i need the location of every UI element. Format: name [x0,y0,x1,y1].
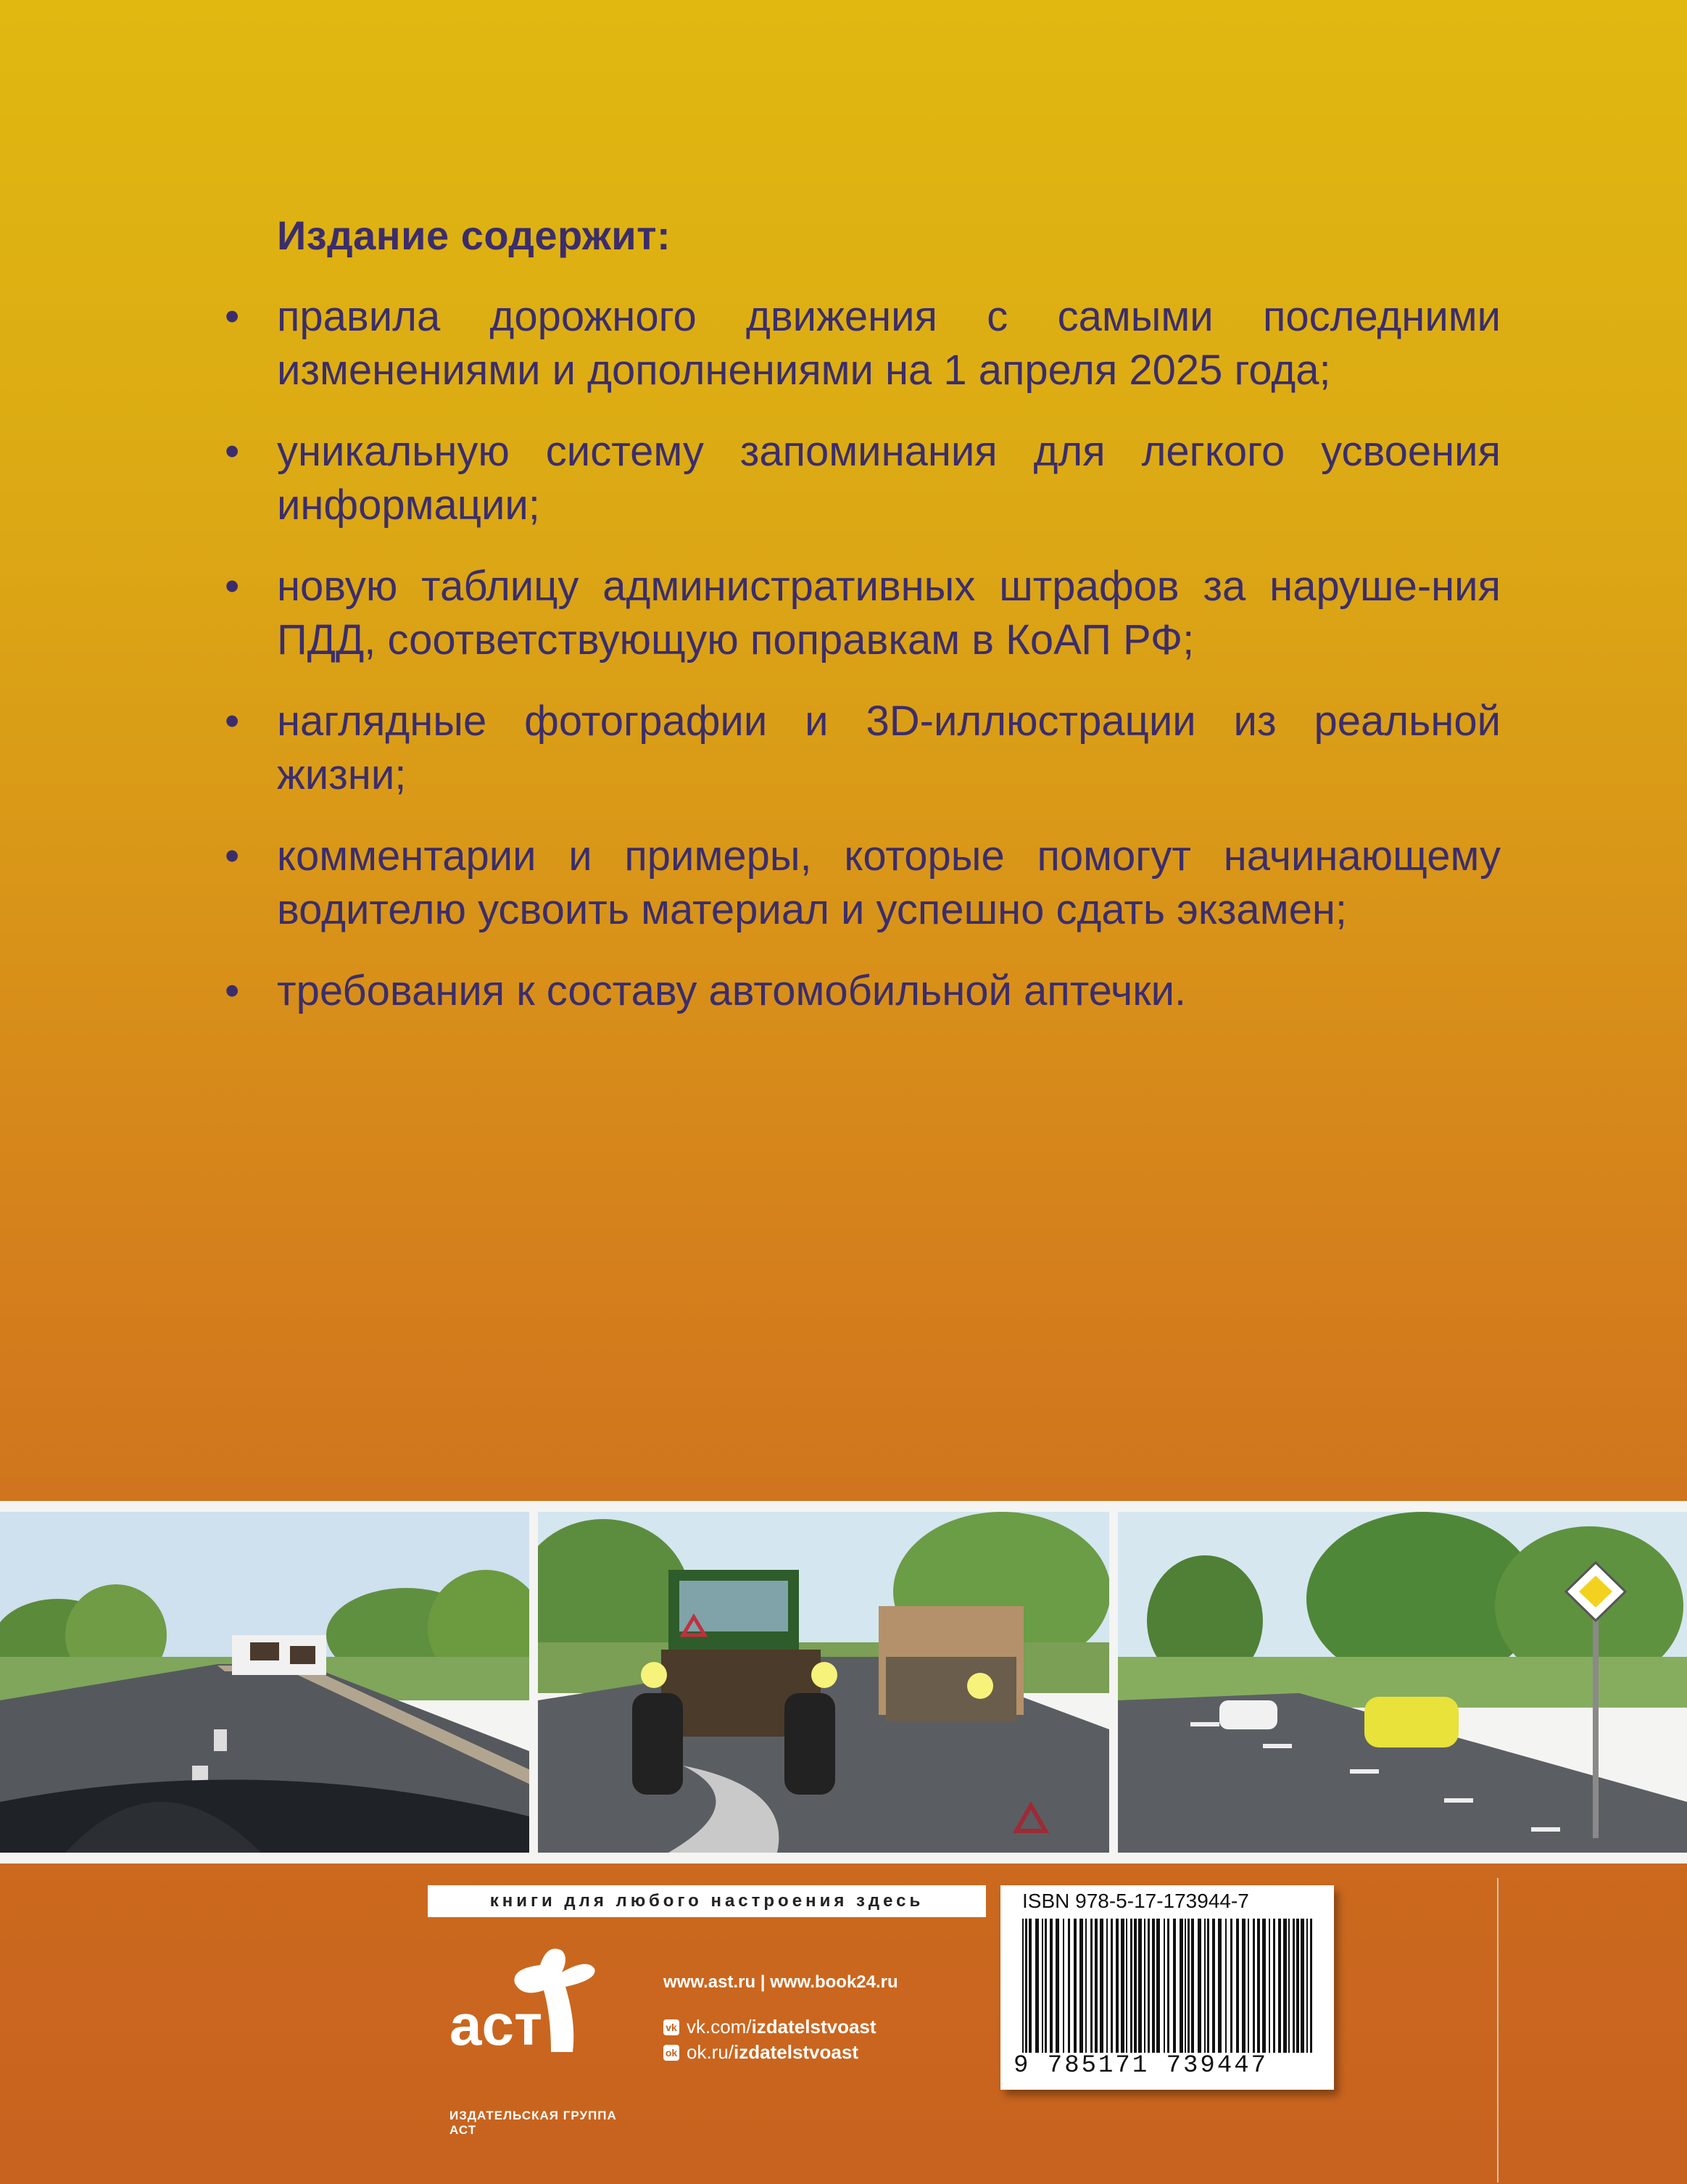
cows-on-road-photo [0,1512,529,1853]
barcode-icon [1021,1919,1318,2053]
barcode-bar [1063,1919,1064,2053]
barcode-bar [1029,1919,1032,2053]
vk-prefix: vk.com/ [687,2016,752,2038]
logo-text: аст [449,1993,543,2057]
barcode-bar [1288,1919,1290,2053]
list-item-text: правила дорожного движения с самыми последними изменениями и дополнениями на 1 апреля 2025 года; [277,293,1501,394]
barcode-bar [1090,1919,1093,2053]
barcode-bar [1025,1919,1027,2053]
barcode-bar [1180,1919,1183,2053]
barcode-bar [1236,1919,1239,2053]
barcode-bar [1095,1919,1098,2053]
barcode-bar [1257,1919,1260,2053]
barcode-bar [1248,1919,1249,2053]
barcode-bar [1134,1919,1137,2053]
list-item [217,830,1501,937]
tagline: книги для любого настроения здесь [428,1885,986,1917]
vk-handle: izdatelstvoast [751,2016,876,2038]
barcode-bar [1293,1919,1295,2053]
barcode-bar [1301,1919,1304,2053]
barcode-bar [1167,1919,1169,2053]
list-item-text: новую таблицу административных штрафов за наруше-ния ПДД, соответствующую поправкам в КоАП РФ; [277,563,1501,663]
barcode-bar [1111,1919,1113,2053]
list-item [217,964,1501,1018]
list-item [217,290,1501,397]
bullet-icon: • [225,563,240,610]
barcode-bar [1273,1919,1275,2053]
publisher-block [420,1885,1508,2183]
barcode-bar [1283,1919,1287,2053]
bullet-icon: • [225,428,240,475]
list-item [217,425,1501,532]
barcode-bar [1198,1919,1201,2053]
barcode-bar [1306,1919,1308,2053]
bullet-icon: • [225,967,240,1014]
barcode-bar [1148,1919,1150,2053]
barcode-bar [1242,1919,1245,2053]
list-item-text: комментарии и примеры, которые помогут начинающему водителю усвоить материал и успешно сдать экзамен; [277,832,1501,933]
barcode-bar [1045,1919,1047,2053]
barcode-bar [1212,1919,1215,2053]
barcode-bar [1310,1919,1312,2053]
barcode-bar [1074,1919,1077,2053]
barcode-bar [1218,1919,1222,2053]
barcode-bar [1164,1919,1165,2053]
barcode-bar [1187,1919,1190,2053]
barcode-digits: 9 785171 739447 [1014,2052,1269,2080]
list-item-text: требования к составу автомобильной аптечки. [277,967,1187,1014]
section-heading: Издание содержит: [277,212,671,258]
list-item [217,560,1501,667]
barcode-bar [1144,1919,1145,2053]
barcode-bar [1050,1919,1053,2053]
barcode-bar [1156,1919,1160,2053]
bullet-icon: • [225,832,240,880]
vk-link[interactable] [663,2016,876,2038]
barcode-bar [1204,1919,1206,2053]
logo-caption: ИЗДАТЕЛЬСКАЯ ГРУППА АСТ [449,2109,617,2137]
barcode-bar [1056,1919,1059,2053]
barcode-bar [1296,1919,1299,2053]
ok-prefix: ok.ru/ [687,2041,734,2063]
priority-road-photo [1118,1512,1687,1853]
barcode-bar [1278,1919,1281,2053]
vk-icon: vk [663,2019,679,2035]
barcode-bar [1191,1919,1194,2053]
barcode-bar [1230,1919,1232,2053]
barcode-bar [1185,1919,1186,2053]
barcode-bar [1173,1919,1176,2053]
barcode-bar [1225,1919,1227,2053]
barcode-bar [1130,1919,1132,2053]
isbn-barcode [1000,1885,1334,2090]
barcode-bar [1126,1919,1127,2053]
barcode-bar [1042,1919,1043,2053]
list-item-text: уникальную систему запоминания для легкого усвоения информации; [277,428,1501,529]
bullet-icon: • [225,698,240,745]
barcode-bar [1068,1919,1070,2053]
photo-strip [0,1501,1687,1864]
barcode-bar [1207,1919,1209,2053]
barcode-bar [1079,1919,1083,2053]
barcode-bar [1085,1919,1087,2053]
barcode-bar [1106,1919,1108,2053]
barcode-bar [1035,1919,1039,2053]
ok-icon: ok [663,2045,679,2061]
barcode-bar [1138,1919,1142,2053]
isbn-label: ISBN 978-5-17-173944-7 [1022,1890,1249,1912]
ok-link[interactable] [663,2041,858,2064]
ok-handle: izdatelstvoast [734,2041,858,2063]
bullet-icon: • [225,293,240,340]
barcode-bar [1152,1919,1155,2053]
barcode-bar [1022,1919,1024,2053]
barcode-bar [1116,1919,1119,2053]
website-links[interactable]: www.ast.ru | www.book24.ru [663,1972,898,1992]
barcode-bar [1253,1919,1255,2053]
tractor-and-truck-photo [538,1512,1109,1853]
contents-list [217,290,1501,1046]
barcode-bar [1262,1919,1266,2053]
ast-logo-icon [420,1936,638,2059]
publisher-logo [420,1936,638,2137]
list-item [217,695,1501,802]
barcode-bar [1269,1919,1270,2053]
barcode-bar [1100,1919,1103,2053]
list-item-text: наглядные фотографии и 3D-иллюстрации из реальной жизни; [277,698,1501,798]
barcode-bar [1121,1919,1124,2053]
